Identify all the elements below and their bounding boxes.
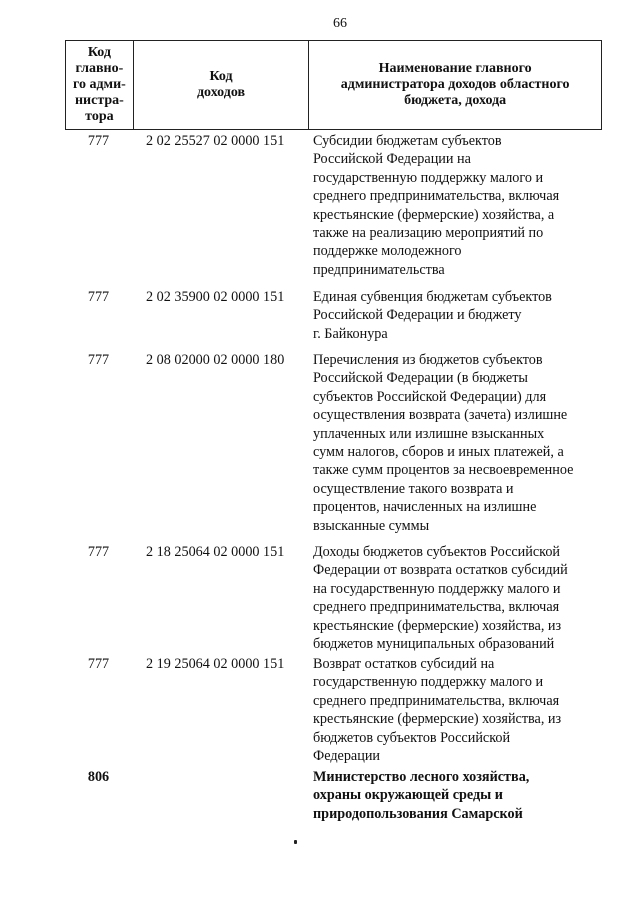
name-line: Федерации от возврата остатков субсидий bbox=[313, 562, 568, 579]
name-line: бюджетов субъектов Российской bbox=[313, 729, 511, 746]
name-line: бюджетов муниципальных образований bbox=[313, 636, 555, 653]
name-line: субъектов Российской Федерации) для bbox=[313, 388, 547, 405]
name-line: процентов, начисленных на излишне bbox=[313, 499, 537, 516]
name-line: Перечисления из бюджетов субъектов bbox=[313, 352, 543, 368]
name-line: на государственную поддержку малого и bbox=[313, 580, 561, 597]
name-line: поддержке молодежного bbox=[313, 243, 462, 260]
name-line: среднего предпринимательства, включая bbox=[313, 599, 560, 616]
name-line: Российской Федерации на bbox=[313, 151, 471, 168]
name-line: среднего предпринимательства, включая bbox=[313, 692, 560, 709]
name-line: крестьянские (фермерские) хозяйства, из bbox=[313, 617, 562, 634]
name-line: крестьянские (фермерские) хозяйства, а bbox=[313, 206, 555, 223]
name-line: Федерации bbox=[313, 748, 381, 765]
header-code-line: Код bbox=[209, 69, 233, 84]
header-admin-line: нистра- bbox=[74, 93, 124, 108]
income-code: 2 18 25064 02 0000 151 bbox=[146, 544, 285, 560]
header-code-line: доходов bbox=[196, 85, 246, 100]
header-name-line: бюджета, дохода bbox=[404, 93, 507, 108]
name-line: Российской Федерации и бюджету bbox=[313, 307, 522, 324]
income-code: 2 02 35900 02 0000 151 bbox=[146, 289, 285, 305]
page-number: 66 bbox=[333, 16, 347, 31]
name-line: осуществления возврата (зачета) излишне bbox=[313, 407, 568, 424]
admin-code: 777 bbox=[87, 352, 110, 368]
name-line: также на реализацию мероприятий по bbox=[313, 225, 544, 242]
header-admin-code bbox=[66, 41, 134, 130]
table-header bbox=[65, 40, 602, 130]
income-name bbox=[313, 132, 593, 279]
admin-code: 806 bbox=[87, 769, 110, 785]
income-name bbox=[313, 288, 593, 343]
income-code: 2 19 25064 02 0000 151 bbox=[146, 656, 285, 672]
name-line: взысканные суммы bbox=[313, 517, 430, 534]
name-line: Доходы бюджетов субъектов Российской bbox=[313, 544, 561, 560]
scan-speck bbox=[294, 840, 297, 844]
admin-code: 777 bbox=[87, 289, 110, 305]
header-admin-line: го адми- bbox=[72, 77, 126, 92]
name-line: государственную поддержку малого и bbox=[313, 169, 544, 186]
name-line: Российской Федерации (в бюджеты bbox=[313, 370, 528, 387]
name-line: природопользования Самарской bbox=[313, 805, 523, 822]
header-admin-line: Код bbox=[87, 45, 111, 60]
name-line: предпринимательства bbox=[313, 261, 445, 278]
admin-code: 777 bbox=[87, 133, 110, 149]
name-line: государственную поддержку малого и bbox=[313, 674, 544, 691]
admin-code: 777 bbox=[87, 656, 110, 672]
header-income-code bbox=[133, 41, 308, 130]
name-line: охраны окружающей среды и bbox=[313, 787, 503, 804]
name-line: среднего предпринимательства, включая bbox=[313, 188, 560, 205]
income-code: 2 08 02000 02 0000 180 bbox=[146, 352, 285, 368]
name-line: осуществление такого возврата и bbox=[313, 480, 514, 497]
name-line: крестьянские (фермерские) хозяйства, из bbox=[313, 711, 562, 728]
header-name-line: Наименование главного bbox=[378, 61, 532, 76]
ministry-name bbox=[313, 768, 593, 823]
name-line: Министерство лесного хозяйства, bbox=[313, 769, 530, 785]
name-line: Возврат остатков субсидий на bbox=[313, 656, 495, 672]
name-line: уплаченных или излишне взысканных bbox=[313, 425, 545, 442]
name-line: Единая субвенция бюджетам субъектов bbox=[313, 289, 552, 305]
name-line: также сумм процентов за несвоевременное bbox=[313, 462, 574, 479]
name-line: сумм налогов, сборов и иных платежей, а bbox=[313, 444, 564, 461]
header-admin-line: главно- bbox=[75, 61, 124, 76]
income-name bbox=[313, 655, 593, 765]
admin-code: 777 bbox=[87, 544, 110, 560]
income-name bbox=[313, 351, 593, 535]
name-line: г. Байконура bbox=[313, 325, 388, 342]
income-name bbox=[313, 543, 593, 653]
income-code: 2 02 25527 02 0000 151 bbox=[146, 133, 285, 149]
header-admin-line: тора bbox=[85, 109, 114, 124]
name-line: Субсидии бюджетам субъектов bbox=[313, 133, 502, 149]
header-name bbox=[309, 41, 602, 130]
header-name-line: администратора доходов областного bbox=[340, 77, 570, 92]
